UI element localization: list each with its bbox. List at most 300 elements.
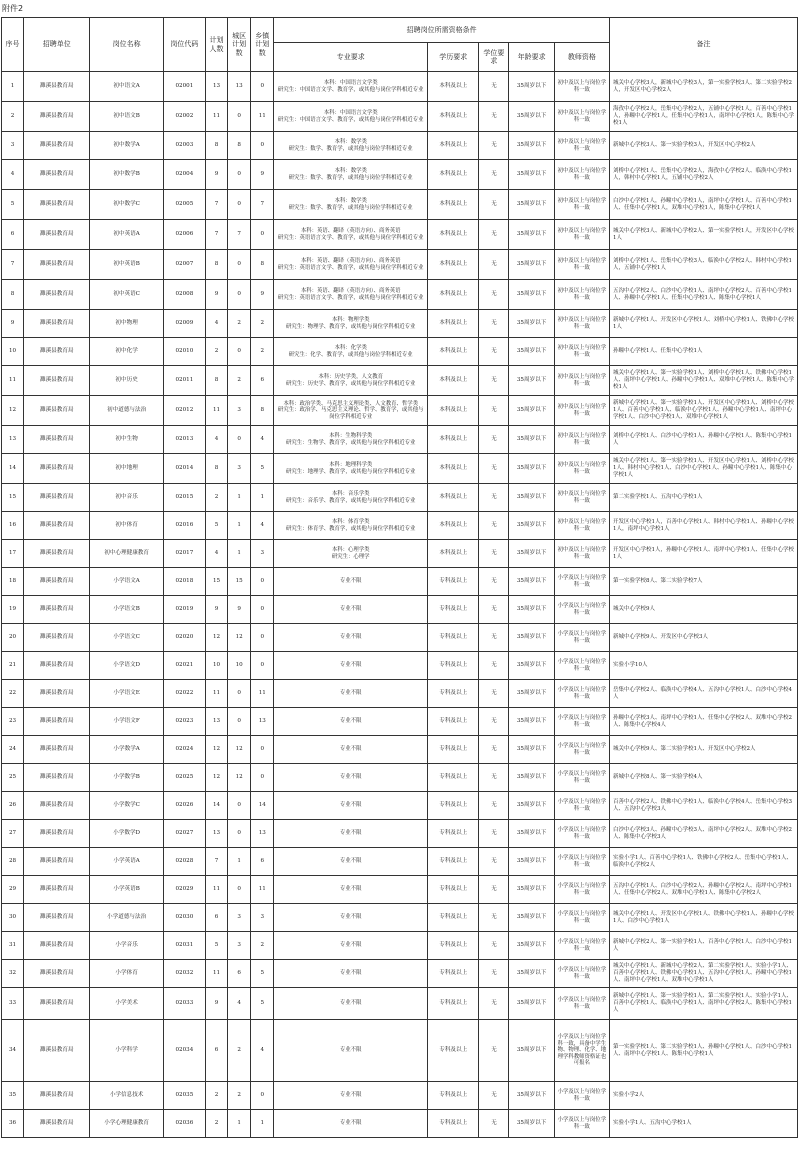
cell-post: 小学科学 [90, 1020, 163, 1082]
cell-teacher-qualification: 初中及以上与岗位学科一致 [554, 220, 609, 250]
cell-seq: 29 [2, 876, 24, 904]
cell-city: 6 [228, 960, 251, 988]
cell-town: 1 [251, 1110, 274, 1138]
cell-city: 0 [228, 708, 251, 736]
cell-degree: 无 [479, 1110, 509, 1138]
cell-post: 初中心理健康教育 [90, 540, 163, 568]
table-row [2, 904, 798, 932]
cell-post: 小学心理健康教育 [90, 1110, 163, 1138]
cell-code: 02016 [163, 512, 205, 540]
cell-post: 小学语文D [90, 652, 163, 680]
cell-edu: 本科及以上 [428, 250, 479, 280]
cell-teacher-qualification: 小学及以上与岗位学科一致 [554, 988, 609, 1020]
cell-age: 35周岁以下 [509, 596, 554, 624]
cell-code: 02028 [163, 848, 205, 876]
cell-unit: 濉溪县教育局 [24, 820, 90, 848]
cell-post: 小学数学A [90, 736, 163, 764]
cell-degree: 无 [479, 1082, 509, 1110]
cell-seq: 13 [2, 426, 24, 454]
cell-remark: 新城中心学校8人、第一实验学校4人 [609, 764, 797, 792]
cell-post: 小学英语B [90, 876, 163, 904]
cell-unit: 濉溪县教育局 [24, 932, 90, 960]
cell-plan: 11 [206, 960, 228, 988]
cell-post: 初中英语A [90, 220, 163, 250]
cell-remark: 海孜中心学校2人，岳集中心学校2人，五铺中心学校1人，百善中心学校1人，孙疃中心学校1人，任集中心学校1人，南坪中心学校1人，陈集中心学校1人 [609, 102, 797, 132]
cell-seq: 18 [2, 568, 24, 596]
cell-code: 02010 [163, 338, 205, 366]
cell-remark: 城关中心学校1人、开发区中心学校1人、铁佛中心学校1人、孙疃中心学校1人、白沙中心学校1人 [609, 904, 797, 932]
cell-major: 本科：英语、翻译（英语方向）、商务英语 研究生：英语语言文学、教育学，或其他与岗位学科相近专业 [274, 280, 428, 310]
cell-major: 专业不限 [274, 932, 428, 960]
cell-teacher-qualification: 初中及以上与岗位学科一致 [554, 250, 609, 280]
cell-seq: 12 [2, 396, 24, 426]
cell-city: 13 [228, 72, 251, 102]
cell-major: 专业不限 [274, 568, 428, 596]
cell-age: 35周岁以下 [509, 624, 554, 652]
cell-age: 35周岁以下 [509, 708, 554, 736]
cell-degree: 无 [479, 250, 509, 280]
cell-town: 9 [251, 160, 274, 190]
cell-age: 35周岁以下 [509, 102, 554, 132]
cell-degree: 无 [479, 72, 509, 102]
table-row [2, 596, 798, 624]
cell-plan: 2 [206, 338, 228, 366]
cell-edu: 本科及以上 [428, 280, 479, 310]
table-row [2, 848, 798, 876]
cell-teacher-qualification: 初中及以上与岗位学科一致 [554, 190, 609, 220]
cell-city: 2 [228, 1082, 251, 1110]
cell-town: 7 [251, 190, 274, 220]
cell-code: 02029 [163, 876, 205, 904]
cell-teacher-qualification: 小学及以上与岗位学科一致，具备中学生物、物理、化学、地理学科教师资格证也可报名 [554, 1020, 609, 1082]
cell-major: 本科：英语、翻译（英语方向）、商务英语 研究生：英语语言文学、教育学，或其他与岗位学科相近专业 [274, 220, 428, 250]
cell-remark: 新城中心学校2人、第一实验学校1人、百善中心学校1人、白沙中心学校1人 [609, 932, 797, 960]
cell-city: 1 [228, 1110, 251, 1138]
cell-post: 小学语文F [90, 708, 163, 736]
cell-plan: 7 [206, 220, 228, 250]
cell-major: 专业不限 [274, 1020, 428, 1082]
cell-town: 2 [251, 310, 274, 338]
cell-city: 12 [228, 764, 251, 792]
cell-unit: 濉溪县教育局 [24, 160, 90, 190]
cell-town: 6 [251, 366, 274, 396]
table-row [2, 454, 798, 484]
cell-degree: 无 [479, 280, 509, 310]
cell-city: 0 [228, 338, 251, 366]
cell-degree: 无 [479, 708, 509, 736]
cell-age: 35周岁以下 [509, 426, 554, 454]
cell-city: 2 [228, 310, 251, 338]
cell-seq: 15 [2, 484, 24, 512]
cell-unit: 濉溪县教育局 [24, 102, 90, 132]
cell-teacher-qualification: 小学及以上与岗位学科一致 [554, 960, 609, 988]
cell-unit: 濉溪县教育局 [24, 426, 90, 454]
cell-code: 02027 [163, 820, 205, 848]
cell-major: 专业不限 [274, 1082, 428, 1110]
cell-unit: 濉溪县教育局 [24, 680, 90, 708]
cell-degree: 无 [479, 366, 509, 396]
cell-age: 35周岁以下 [509, 904, 554, 932]
cell-plan: 4 [206, 540, 228, 568]
cell-teacher-qualification: 小学及以上与岗位学科一致 [554, 624, 609, 652]
cell-edu: 专科及以上 [428, 904, 479, 932]
cell-age: 35周岁以下 [509, 736, 554, 764]
cell-unit: 濉溪县教育局 [24, 396, 90, 426]
cell-town: 5 [251, 454, 274, 484]
cell-unit: 濉溪县教育局 [24, 960, 90, 988]
table-row [2, 932, 798, 960]
cell-city: 0 [228, 190, 251, 220]
cell-code: 02036 [163, 1110, 205, 1138]
cell-major: 本科：化学类 研究生：化学、教育学，或其他与岗位学科相近专业 [274, 338, 428, 366]
cell-seq: 26 [2, 792, 24, 820]
cell-post: 小学信息技术 [90, 1082, 163, 1110]
table-row [2, 988, 798, 1020]
cell-plan: 5 [206, 932, 228, 960]
cell-remark: 第二实验学校1人、五沟中心学校1人 [609, 484, 797, 512]
cell-teacher-qualification: 小学及以上与岗位学科一致 [554, 652, 609, 680]
cell-plan: 6 [206, 904, 228, 932]
cell-unit: 濉溪县教育局 [24, 512, 90, 540]
cell-degree: 无 [479, 652, 509, 680]
cell-remark: 开发区中心学校1人，孙疃中心学校1人、南坪中心学校1人、任集中心学校1人 [609, 540, 797, 568]
cell-town: 6 [251, 848, 274, 876]
cell-remark: 岳集中心学校2人、临涣中心学校4人、五沟中心学校1人、白沙中心学校4人 [609, 680, 797, 708]
cell-plan: 9 [206, 596, 228, 624]
cell-code: 02006 [163, 220, 205, 250]
cell-teacher-qualification: 小学及以上与岗位学科一致 [554, 708, 609, 736]
cell-city: 0 [228, 876, 251, 904]
cell-age: 35周岁以下 [509, 250, 554, 280]
cell-unit: 濉溪县教育局 [24, 1020, 90, 1082]
cell-unit: 濉溪县教育局 [24, 366, 90, 396]
cell-edu: 专科及以上 [428, 1082, 479, 1110]
cell-post: 初中生物 [90, 426, 163, 454]
cell-teacher-qualification: 初中及以上与岗位学科一致 [554, 484, 609, 512]
cell-edu: 专科及以上 [428, 568, 479, 596]
cell-major: 本科：地理科学类 研究生：地理学、教育学，或其他与岗位学科相近专业 [274, 454, 428, 484]
header-edu: 学历要求 [428, 43, 479, 72]
cell-plan: 4 [206, 426, 228, 454]
cell-post: 小学语文C [90, 624, 163, 652]
cell-teacher-qualification: 初中及以上与岗位学科一致 [554, 454, 609, 484]
cell-degree: 无 [479, 102, 509, 132]
cell-edu: 本科及以上 [428, 190, 479, 220]
cell-unit: 濉溪县教育局 [24, 736, 90, 764]
cell-plan: 9 [206, 160, 228, 190]
cell-age: 35周岁以下 [509, 876, 554, 904]
cell-unit: 濉溪县教育局 [24, 220, 90, 250]
cell-teacher-qualification: 小学及以上与岗位学科一致 [554, 764, 609, 792]
table-row [2, 310, 798, 338]
cell-degree: 无 [479, 160, 509, 190]
cell-seq: 1 [2, 72, 24, 102]
cell-degree: 无 [479, 338, 509, 366]
cell-edu: 本科及以上 [428, 338, 479, 366]
cell-edu: 专科及以上 [428, 1110, 479, 1138]
cell-edu: 本科及以上 [428, 132, 479, 160]
table-row [2, 396, 798, 426]
cell-city: 0 [228, 680, 251, 708]
cell-post: 初中语文A [90, 72, 163, 102]
cell-remark: 城关中心学校9人、第二实验学校1人、开发区中心学校2人 [609, 736, 797, 764]
header-seq: 序号 [2, 18, 24, 72]
cell-seq: 9 [2, 310, 24, 338]
cell-teacher-qualification: 初中及以上与岗位学科一致 [554, 132, 609, 160]
table-row [2, 540, 798, 568]
cell-town: 8 [251, 250, 274, 280]
cell-age: 35周岁以下 [509, 680, 554, 708]
cell-town: 2 [251, 338, 274, 366]
header-conditions: 招聘岗位所需资格条件 [274, 18, 610, 43]
cell-town: 0 [251, 132, 274, 160]
cell-degree: 无 [479, 512, 509, 540]
attachment-label: 附件2 [2, 4, 24, 13]
cell-seq: 36 [2, 1110, 24, 1138]
cell-teacher-qualification: 初中及以上与岗位学科一致 [554, 338, 609, 366]
cell-remark: 城关中心学校1人、第一实验学校1人、开发区中心学校1人、刘桥中心学校1人、韩村中心学校1人、白沙中心学校1人、孙疃中心学校1人、陈集中心学校1人 [609, 454, 797, 484]
cell-age: 35周岁以下 [509, 848, 554, 876]
cell-town: 11 [251, 102, 274, 132]
cell-plan: 13 [206, 708, 228, 736]
cell-city: 1 [228, 848, 251, 876]
cell-plan: 7 [206, 190, 228, 220]
cell-plan: 13 [206, 820, 228, 848]
cell-town: 14 [251, 792, 274, 820]
cell-degree: 无 [479, 596, 509, 624]
cell-plan: 12 [206, 764, 228, 792]
cell-code: 02023 [163, 708, 205, 736]
cell-teacher-qualification: 初中及以上与岗位学科一致 [554, 310, 609, 338]
cell-remark: 刘桥中心学校1人、白沙中心学校1人、孙疃中心学校1人、陈集中心学校1人 [609, 426, 797, 454]
cell-major: 专业不限 [274, 624, 428, 652]
cell-remark: 五沟中心学校1人、白沙中心学校2人、孙疃中心学校2人、南坪中心学校1人、任集中心学校2人、双堆中心学校1人、陈集中心学校2人 [609, 876, 797, 904]
cell-code: 02018 [163, 568, 205, 596]
cell-unit: 濉溪县教育局 [24, 484, 90, 512]
cell-seq: 33 [2, 988, 24, 1020]
cell-major: 专业不限 [274, 708, 428, 736]
table-row [2, 876, 798, 904]
cell-degree: 无 [479, 960, 509, 988]
cell-code: 02013 [163, 426, 205, 454]
cell-major: 本科：历史学类，人文教育 研究生：历史学、教育学，或其他与岗位学科相近专业 [274, 366, 428, 396]
cell-code: 02015 [163, 484, 205, 512]
cell-degree: 无 [479, 792, 509, 820]
cell-major: 专业不限 [274, 960, 428, 988]
cell-major: 专业不限 [274, 820, 428, 848]
cell-remark: 第一实验学校8人、第二实验学校7人 [609, 568, 797, 596]
cell-major: 本科：中国语言文学类 研究生：中国语言文学、教育学，或其他与岗位学科相近专业 [274, 72, 428, 102]
cell-unit: 濉溪县教育局 [24, 848, 90, 876]
cell-post: 小学语文E [90, 680, 163, 708]
cell-seq: 10 [2, 338, 24, 366]
cell-edu: 本科及以上 [428, 540, 479, 568]
cell-age: 35周岁以下 [509, 160, 554, 190]
cell-teacher-qualification: 初中及以上与岗位学科一致 [554, 280, 609, 310]
cell-seq: 16 [2, 512, 24, 540]
cell-degree: 无 [479, 624, 509, 652]
cell-post: 小学语文B [90, 596, 163, 624]
cell-major: 本科：中国语言文学类 研究生：中国语言文学、教育学，或其他与岗位学科相近专业 [274, 102, 428, 132]
cell-unit: 濉溪县教育局 [24, 280, 90, 310]
cell-code: 02034 [163, 1020, 205, 1082]
cell-post: 小学美术 [90, 988, 163, 1020]
table-header [2, 18, 798, 72]
cell-city: 0 [228, 280, 251, 310]
cell-edu: 本科及以上 [428, 454, 479, 484]
cell-post: 小学数学B [90, 764, 163, 792]
cell-age: 35周岁以下 [509, 1020, 554, 1082]
cell-plan: 8 [206, 366, 228, 396]
table-row [2, 160, 798, 190]
cell-plan: 11 [206, 680, 228, 708]
cell-teacher-qualification: 小学及以上与岗位学科一致 [554, 736, 609, 764]
table-row [2, 1110, 798, 1138]
cell-edu: 专科及以上 [428, 596, 479, 624]
cell-unit: 濉溪县教育局 [24, 792, 90, 820]
table-row [2, 366, 798, 396]
cell-degree: 无 [479, 132, 509, 160]
cell-age: 35周岁以下 [509, 1110, 554, 1138]
cell-town: 0 [251, 764, 274, 792]
cell-plan: 15 [206, 568, 228, 596]
table-row [2, 652, 798, 680]
table-row [2, 338, 798, 366]
cell-unit: 濉溪县教育局 [24, 988, 90, 1020]
cell-unit: 濉溪县教育局 [24, 1082, 90, 1110]
cell-unit: 濉溪县教育局 [24, 190, 90, 220]
cell-city: 12 [228, 624, 251, 652]
cell-teacher-qualification: 小学及以上与岗位学科一致 [554, 820, 609, 848]
cell-code: 02024 [163, 736, 205, 764]
cell-code: 02004 [163, 160, 205, 190]
cell-town: 4 [251, 1020, 274, 1082]
cell-town: 0 [251, 596, 274, 624]
cell-teacher-qualification: 小学及以上与岗位学科一致 [554, 932, 609, 960]
cell-major: 专业不限 [274, 792, 428, 820]
cell-age: 35周岁以下 [509, 366, 554, 396]
cell-unit: 濉溪县教育局 [24, 540, 90, 568]
cell-plan: 9 [206, 280, 228, 310]
table-row [2, 680, 798, 708]
cell-remark: 刘桥中心学校1人、岳集中心学校3人、临涣中心学校2人、韩村中心学校1人，五铺中心学校1人 [609, 250, 797, 280]
cell-age: 35周岁以下 [509, 132, 554, 160]
cell-major: 专业不限 [274, 848, 428, 876]
cell-degree: 无 [479, 680, 509, 708]
cell-unit: 濉溪县教育局 [24, 624, 90, 652]
cell-degree: 无 [479, 484, 509, 512]
cell-major: 本科：数学类 研究生：数学、教育学，或其他与岗位学科相近专业 [274, 190, 428, 220]
cell-edu: 专科及以上 [428, 764, 479, 792]
cell-code: 02008 [163, 280, 205, 310]
cell-seq: 32 [2, 960, 24, 988]
cell-seq: 5 [2, 190, 24, 220]
cell-seq: 2 [2, 102, 24, 132]
cell-teacher-qualification: 初中及以上与岗位学科一致 [554, 160, 609, 190]
cell-major: 专业不限 [274, 876, 428, 904]
cell-city: 0 [228, 160, 251, 190]
cell-code: 02007 [163, 250, 205, 280]
header-unit: 招聘单位 [24, 18, 90, 72]
cell-degree: 无 [479, 396, 509, 426]
cell-city: 2 [228, 366, 251, 396]
cell-unit: 濉溪县教育局 [24, 250, 90, 280]
cell-teacher-qualification: 小学及以上与岗位学科一致 [554, 904, 609, 932]
cell-edu: 专科及以上 [428, 820, 479, 848]
cell-age: 35周岁以下 [509, 190, 554, 220]
cell-edu: 专科及以上 [428, 932, 479, 960]
cell-remark: 实验小学10人 [609, 652, 797, 680]
cell-major: 本科：英语、翻译（英语方向）、商务英语 研究生：英语语言文学、教育学，或其他与岗位学科相近专业 [274, 250, 428, 280]
cell-code: 02005 [163, 190, 205, 220]
cell-teacher-qualification: 初中及以上与岗位学科一致 [554, 72, 609, 102]
cell-age: 35周岁以下 [509, 540, 554, 568]
cell-degree: 无 [479, 736, 509, 764]
cell-town: 0 [251, 1082, 274, 1110]
cell-code: 02030 [163, 904, 205, 932]
cell-unit: 濉溪县教育局 [24, 876, 90, 904]
cell-seq: 11 [2, 366, 24, 396]
cell-major: 专业不限 [274, 1110, 428, 1138]
cell-seq: 31 [2, 932, 24, 960]
cell-degree: 无 [479, 904, 509, 932]
header-town: 乡镇计划数 [251, 18, 274, 72]
cell-city: 1 [228, 540, 251, 568]
cell-seq: 24 [2, 736, 24, 764]
cell-seq: 4 [2, 160, 24, 190]
cell-town: 13 [251, 708, 274, 736]
cell-unit: 濉溪县教育局 [24, 454, 90, 484]
cell-remark: 五沟中心学校2人、白沙中心学校1人、南坪中心学校2人、百善中心学校1人、孙疃中心学校1人、任集中心学校1人、陈集中心学校1人 [609, 280, 797, 310]
cell-post: 小学数学C [90, 792, 163, 820]
cell-town: 5 [251, 988, 274, 1020]
cell-teacher-qualification: 小学及以上与岗位学科一致 [554, 1082, 609, 1110]
cell-seq: 21 [2, 652, 24, 680]
cell-remark: 实验小学2人 [609, 1082, 797, 1110]
cell-city: 0 [228, 820, 251, 848]
cell-teacher-qualification: 小学及以上与岗位学科一致 [554, 596, 609, 624]
cell-post: 初中英语C [90, 280, 163, 310]
cell-unit: 濉溪县教育局 [24, 708, 90, 736]
cell-teacher-qualification: 小学及以上与岗位学科一致 [554, 1110, 609, 1138]
table-body [2, 72, 798, 1138]
cell-degree: 无 [479, 848, 509, 876]
cell-city: 0 [228, 426, 251, 454]
cell-major: 专业不限 [274, 652, 428, 680]
cell-edu: 专科及以上 [428, 848, 479, 876]
cell-degree: 无 [479, 932, 509, 960]
table-row [2, 484, 798, 512]
cell-town: 4 [251, 426, 274, 454]
cell-remark: 开发区中心学校1人，百善中心学校1人、韩村中心学校1人、孙疃中心学校1人，南坪中心学校1人 [609, 512, 797, 540]
cell-major: 专业不限 [274, 736, 428, 764]
cell-age: 35周岁以下 [509, 820, 554, 848]
table-row [2, 1020, 798, 1082]
cell-remark: 百善中心学校2人、铁佛中心学校1人、临涣中心学校4人、岳集中心学校3人、五沟中心学校3人 [609, 792, 797, 820]
cell-plan: 12 [206, 736, 228, 764]
cell-unit: 濉溪县教育局 [24, 1110, 90, 1138]
cell-code: 02025 [163, 764, 205, 792]
table-row [2, 426, 798, 454]
cell-edu: 本科及以上 [428, 220, 479, 250]
cell-major: 专业不限 [274, 596, 428, 624]
header-teacher: 教师资格 [554, 43, 609, 72]
cell-major: 本科：音乐学类 研究生：音乐学、教育学，或其他与岗位学科相近专业 [274, 484, 428, 512]
table-row [2, 190, 798, 220]
cell-remark: 第一实验学校1人、第二实验学校1人、孙疃中心学校1人、白沙中心学校1人、南坪中心学校1人、陈集中心学校1人 [609, 1020, 797, 1082]
cell-age: 35周岁以下 [509, 568, 554, 596]
cell-code: 02009 [163, 310, 205, 338]
